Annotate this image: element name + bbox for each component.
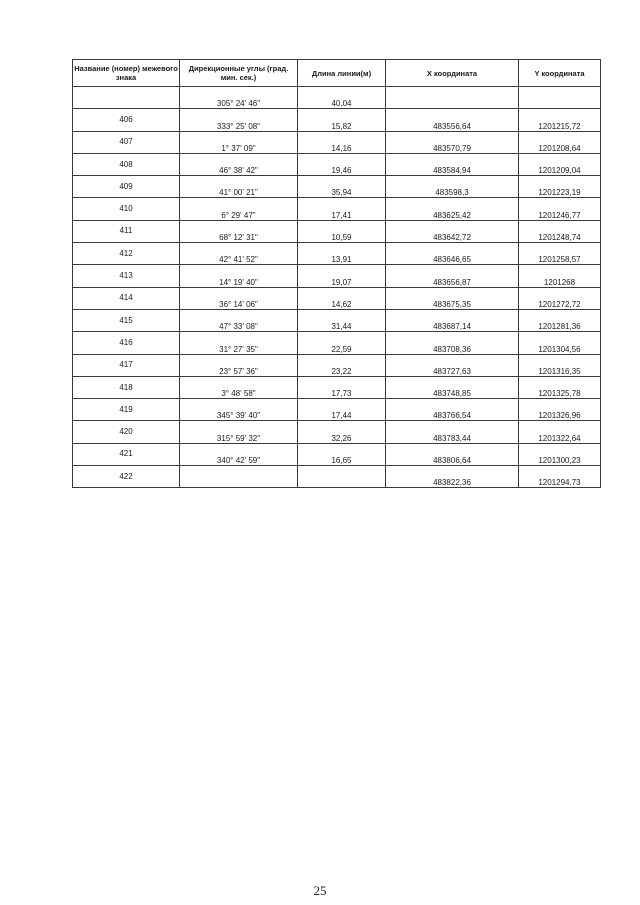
line-length: 19,46 [298, 153, 386, 175]
x-cell-empty [386, 87, 519, 109]
directional-angle: 1° 37' 09" [180, 131, 298, 153]
y-coordinate: 1201294,73 [519, 466, 601, 488]
directional-angle: 315° 59' 32" [180, 421, 298, 443]
directional-angle: 6° 29' 47" [180, 198, 298, 220]
line-length: 15,82 [298, 109, 386, 131]
table-row-mark [73, 176, 601, 198]
y-coordinate: 1201223,19 [519, 176, 601, 198]
line-length: 32,26 [298, 421, 386, 443]
x-coordinate: 483806,64 [386, 443, 519, 465]
mark-number: 421 [73, 443, 180, 465]
table-row-mark [73, 287, 601, 309]
mark-cell-empty [73, 87, 180, 109]
y-cell-empty [519, 87, 601, 109]
mark-number: 416 [73, 332, 180, 354]
length-cell-empty [298, 466, 386, 488]
line-length: 13,91 [298, 243, 386, 265]
line-length: 17,41 [298, 198, 386, 220]
table-row-mark [73, 332, 601, 354]
page-number: 25 [313, 883, 327, 898]
header-x-coordinate: X координата [386, 60, 519, 87]
x-coordinate: 483675,35 [386, 287, 519, 309]
table-row-mark [73, 354, 601, 376]
mark-number: 407 [73, 131, 180, 153]
table-header-row [73, 60, 601, 87]
directional-angle: 31° 27' 35" [180, 332, 298, 354]
x-coordinate: 483687,14 [386, 309, 519, 331]
mark-number: 408 [73, 153, 180, 175]
y-coordinate: 1201325,78 [519, 376, 601, 398]
y-coordinate: 1201281,36 [519, 309, 601, 331]
mark-number: 409 [73, 176, 180, 198]
y-coordinate: 1201208,64 [519, 131, 601, 153]
y-coordinate: 1201215,72 [519, 109, 601, 131]
y-coordinate: 1201248,74 [519, 220, 601, 242]
boundary-marks-table [72, 59, 601, 488]
table-body [73, 87, 601, 488]
mark-number: 413 [73, 265, 180, 287]
directional-angle: 36° 14' 06" [180, 287, 298, 309]
table-row-mark [73, 198, 601, 220]
directional-angle: 42° 41' 52" [180, 243, 298, 265]
y-coordinate: 1201316,35 [519, 354, 601, 376]
mark-number: 406 [73, 109, 180, 131]
mark-number: 419 [73, 399, 180, 421]
directional-angle: 14° 19' 40" [180, 265, 298, 287]
header-line-length: Длина линии(м) [298, 60, 386, 87]
x-coordinate: 483570,79 [386, 131, 519, 153]
y-coordinate: 1201326,96 [519, 399, 601, 421]
x-coordinate: 483783,44 [386, 421, 519, 443]
directional-angle: 340° 42' 59" [180, 443, 298, 465]
table-row-mark [73, 220, 601, 242]
y-coordinate: 1201304,56 [519, 332, 601, 354]
line-length: 17,73 [298, 376, 386, 398]
x-coordinate: 483822,36 [386, 466, 519, 488]
table-row-mark [73, 376, 601, 398]
line-length: 17,44 [298, 399, 386, 421]
directional-angle: 46° 38' 42" [180, 153, 298, 175]
x-coordinate: 483646,65 [386, 243, 519, 265]
x-coordinate: 483556,64 [386, 109, 519, 131]
mark-number: 414 [73, 287, 180, 309]
line-length: 14,16 [298, 131, 386, 153]
table-row-mark [73, 399, 601, 421]
line-length: 10,59 [298, 220, 386, 242]
directional-angle: 3° 48' 58" [180, 376, 298, 398]
table-row-mark [73, 153, 601, 175]
y-coordinate: 1201246,77 [519, 198, 601, 220]
mark-number: 415 [73, 309, 180, 331]
line-length: 22,59 [298, 332, 386, 354]
line-length: 16,65 [298, 443, 386, 465]
table-row-segment [73, 87, 601, 109]
table-row-mark [73, 243, 601, 265]
directional-angle: 345° 39' 40" [180, 399, 298, 421]
line-length: 19,07 [298, 265, 386, 287]
y-coordinate: 1201322,64 [519, 421, 601, 443]
directional-angle: 47° 33' 08" [180, 309, 298, 331]
x-coordinate: 483625,42 [386, 198, 519, 220]
angle-cell-empty [180, 466, 298, 488]
x-coordinate: 483656,87 [386, 265, 519, 287]
line-length: 14,62 [298, 287, 386, 309]
table-row-mark [73, 466, 601, 488]
x-coordinate: 483598,3 [386, 176, 519, 198]
header-directional-angles: Дирекционные углы (град. мин. сек.) [180, 60, 298, 87]
line-length: 40,04 [298, 87, 386, 109]
directional-angle: 41° 00' 21" [180, 176, 298, 198]
table-row-mark [73, 443, 601, 465]
directional-angle: 68° 12' 31" [180, 220, 298, 242]
header-mark-name: Название (номер) межевого знака [73, 60, 180, 87]
table-row-mark [73, 309, 601, 331]
table-row-mark [73, 421, 601, 443]
mark-number: 410 [73, 198, 180, 220]
directional-angle: 305° 24' 46" [180, 87, 298, 109]
mark-number: 418 [73, 376, 180, 398]
x-coordinate: 483766,54 [386, 399, 519, 421]
directional-angle: 333° 25' 08" [180, 109, 298, 131]
line-length: 35,94 [298, 176, 386, 198]
header-y-coordinate: Y координата [519, 60, 601, 87]
x-coordinate: 483708,36 [386, 332, 519, 354]
directional-angle: 23° 57' 36" [180, 354, 298, 376]
y-coordinate: 1201209,04 [519, 153, 601, 175]
y-coordinate: 1201300,23 [519, 443, 601, 465]
x-coordinate: 483584,94 [386, 153, 519, 175]
y-coordinate: 1201272,72 [519, 287, 601, 309]
x-coordinate: 483727,63 [386, 354, 519, 376]
mark-number: 417 [73, 354, 180, 376]
table-row-mark [73, 109, 601, 131]
line-length: 23,22 [298, 354, 386, 376]
table-row-mark [73, 265, 601, 287]
mark-number: 412 [73, 243, 180, 265]
x-coordinate: 483748,85 [386, 376, 519, 398]
table-row-mark [73, 131, 601, 153]
line-length: 31,44 [298, 309, 386, 331]
mark-number: 420 [73, 421, 180, 443]
y-coordinate: 1201268 [519, 265, 601, 287]
x-coordinate: 483642,72 [386, 220, 519, 242]
mark-number: 411 [73, 220, 180, 242]
mark-number: 422 [73, 466, 180, 488]
y-coordinate: 1201258,57 [519, 243, 601, 265]
